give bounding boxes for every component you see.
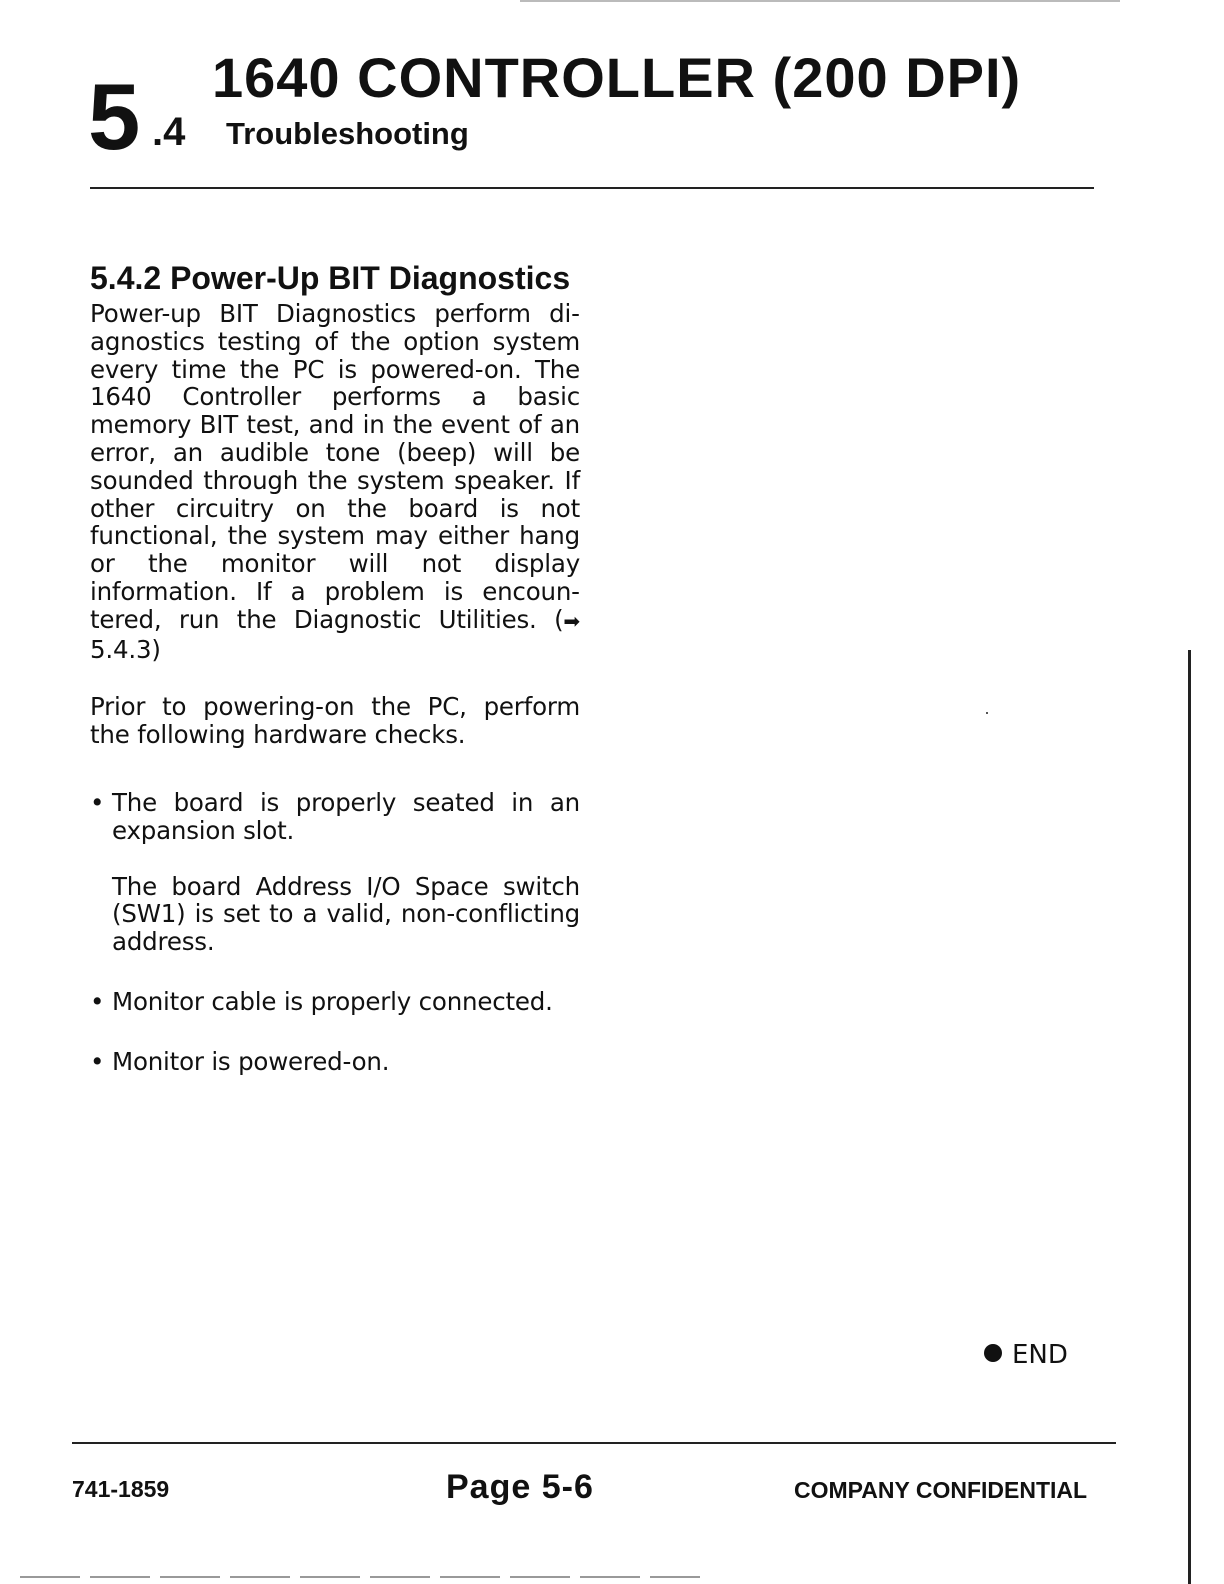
intro-paragraph	[90, 300, 580, 663]
header-divider	[90, 187, 1094, 189]
chapter-number: 5	[88, 64, 141, 169]
bullet-icon: •	[90, 787, 105, 817]
end-dot-icon	[984, 1344, 1002, 1362]
prior-checks-paragraph: Prior to powering-on the PC, perform the following hardware checks.	[90, 692, 580, 750]
subsection-heading: 5.4.2 Power-Up BIT Diagnostics	[90, 259, 571, 296]
list-item	[90, 789, 580, 956]
scan-speck	[986, 712, 988, 714]
section-title: Troubleshooting	[226, 116, 469, 151]
section-number-suffix: .4	[152, 110, 186, 154]
end-marker	[984, 1342, 1068, 1368]
content-column	[90, 300, 580, 1108]
page-number: Page 5-6	[446, 1468, 594, 1506]
xref-target: 5.4.3)	[90, 634, 161, 664]
scan-edge-right	[1188, 650, 1191, 1584]
list-item	[90, 1048, 580, 1076]
document-title: 1640 CONTROLLER (200 DPI)	[212, 46, 1022, 109]
footer-divider	[72, 1442, 1116, 1444]
check-text: Monitor is powered-on.	[112, 1046, 390, 1076]
bullet-icon: •	[90, 1046, 105, 1076]
end-label: END	[1012, 1340, 1068, 1370]
xref-open-paren: (	[554, 604, 564, 634]
scan-edge-top	[520, 0, 1120, 2]
document-number: 741-1859	[72, 1476, 170, 1502]
scan-edge-bottom	[20, 1576, 700, 1578]
bullet-icon: •	[90, 986, 105, 1016]
confidentiality-notice: COMPANY CONFIDENTIAL	[794, 1477, 1088, 1503]
check-sub-text: The board Address I/O Space switch (SW1) is set to a valid, non-conflicting address.	[112, 871, 580, 957]
arrow-right-icon: ➡	[563, 608, 580, 633]
list-item	[90, 988, 580, 1016]
hardware-checks-list	[90, 789, 580, 1076]
check-text: Monitor cable is properly connected.	[112, 986, 553, 1016]
check-text: The board is properly seated in an expansion slot.	[112, 787, 580, 845]
intro-text: Power-up BIT Diagnostics perform diagnostics testing of the option system every time the PC is powered-on. The 1640 Controller performs a basic memory BIT test, and in the event of an error, an audible tone (beep) will be sounded through the system speaker. If other circuitry on the board is not functional, the system may either hang or the monitor will not display information. If a problem is encountered, run the Diagnostic Utilities.	[90, 299, 580, 634]
